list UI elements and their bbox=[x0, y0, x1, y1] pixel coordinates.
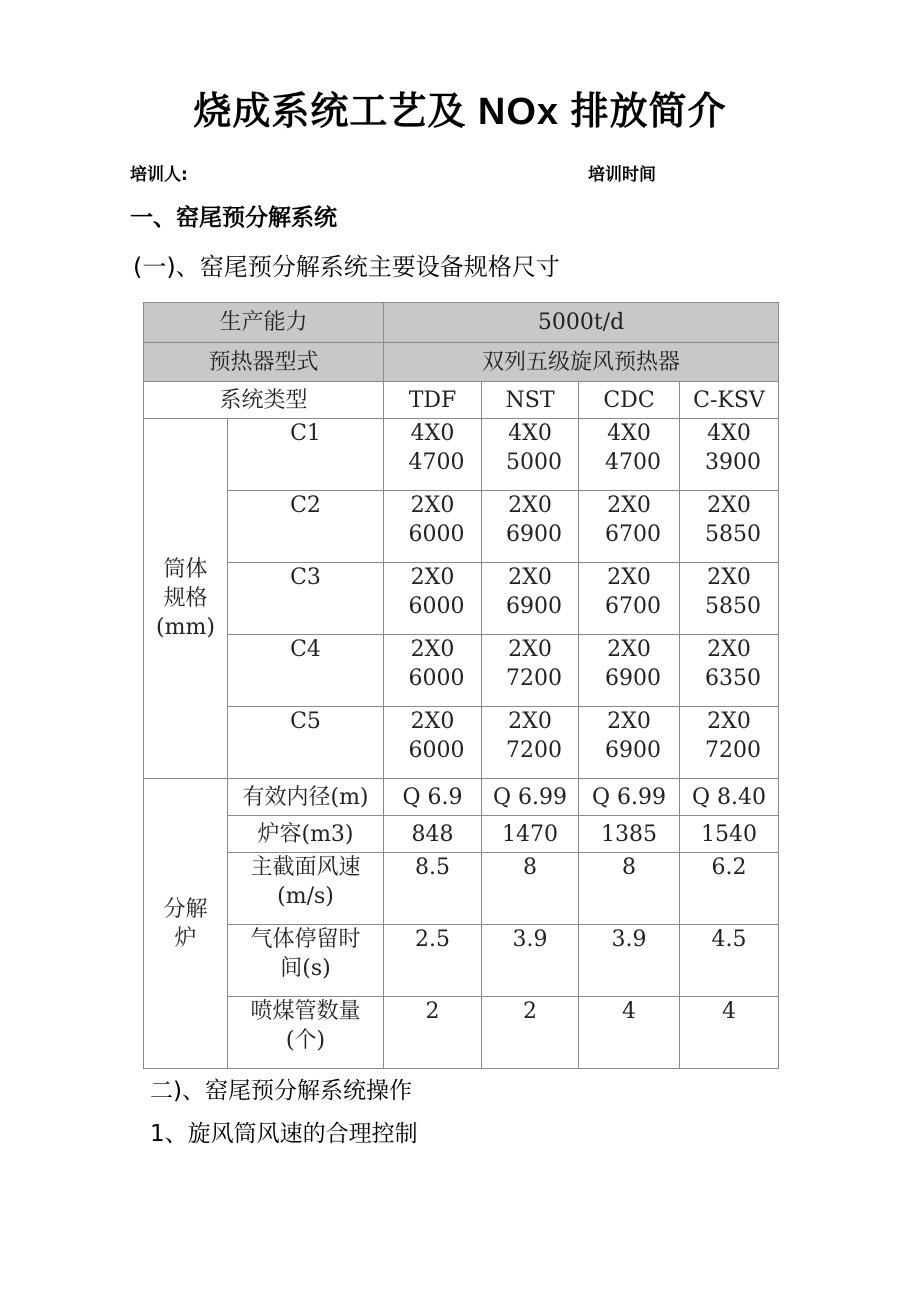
calciner-value: 2 bbox=[384, 997, 482, 1069]
calciner-value: 3.9 bbox=[579, 925, 680, 997]
calciner-row-label: 气体停留时 间(s) bbox=[228, 925, 384, 997]
table-row-c5 bbox=[144, 707, 779, 779]
section-heading-1-2-1: 1、旋风筒风速的合理控制 bbox=[150, 1121, 418, 1147]
table-row-c4 bbox=[144, 635, 779, 707]
cyclone-value: 4X0 4700 bbox=[384, 419, 482, 491]
table-row-residence-time bbox=[144, 925, 779, 997]
calciner-value: Q 6.99 bbox=[482, 779, 579, 816]
cyclone-value: 2X0 6000 bbox=[384, 491, 482, 563]
cyclone-value: 2X0 6000 bbox=[384, 707, 482, 779]
system-type-cksv: C-KSV bbox=[680, 382, 779, 419]
capacity-label: 生产能力 bbox=[144, 303, 384, 343]
system-type-tdf: TDF bbox=[384, 382, 482, 419]
table-row-c1 bbox=[144, 419, 779, 491]
cyclone-name: C5 bbox=[228, 707, 384, 779]
calciner-value: 6.2 bbox=[680, 853, 779, 925]
cyclone-value: 2X0 6350 bbox=[680, 635, 779, 707]
calciner-value: 8 bbox=[579, 853, 680, 925]
system-type-cdc: CDC bbox=[579, 382, 680, 419]
cyclone-value: 2X0 7200 bbox=[482, 635, 579, 707]
calciner-row-label: 炉容(m3) bbox=[228, 816, 384, 853]
cyclone-group-line-2: 规格 bbox=[163, 586, 208, 611]
cyclone-value: 2X0 6700 bbox=[579, 491, 680, 563]
section-heading-1-1: (一)、窑尾预分解系统主要设备规格尺寸 bbox=[133, 253, 560, 281]
calciner-value: 3.9 bbox=[482, 925, 579, 997]
cyclone-name: C3 bbox=[228, 563, 384, 635]
cyclone-value: 2X0 6700 bbox=[579, 563, 680, 635]
equipment-spec-table bbox=[143, 302, 779, 1069]
table-row-volume bbox=[144, 816, 779, 853]
table-row-air-velocity bbox=[144, 853, 779, 925]
calciner-group-line-2: 炉 bbox=[174, 925, 197, 951]
cyclone-value: 4X0 5000 bbox=[482, 419, 579, 491]
cyclone-group-line-1: 筒体 bbox=[163, 557, 208, 582]
cyclone-value: 4X0 4700 bbox=[579, 419, 680, 491]
calciner-value: Q 6.9 bbox=[384, 779, 482, 816]
cyclone-group-line-3: (mm) bbox=[156, 615, 215, 640]
calciner-value: 4 bbox=[680, 997, 779, 1069]
calciner-value: Q 8.40 bbox=[680, 779, 779, 816]
calciner-group-line-1: 分解 bbox=[163, 896, 208, 922]
calciner-row-label: 主截面风速 (m/s) bbox=[228, 853, 384, 925]
calciner-value: 8 bbox=[482, 853, 579, 925]
cyclone-value: 2X0 6900 bbox=[579, 635, 680, 707]
cyclone-value: 2X0 6000 bbox=[384, 563, 482, 635]
calciner-row-label: 有效内径(m) bbox=[228, 779, 384, 816]
cyclone-name: C4 bbox=[228, 635, 384, 707]
cyclone-value: 2X0 7200 bbox=[482, 707, 579, 779]
capacity-value: 5000t/d bbox=[384, 303, 779, 343]
section-heading-1: 一、窑尾预分解系统 bbox=[130, 205, 337, 231]
table-row-c3 bbox=[144, 563, 779, 635]
calciner-value: 8.5 bbox=[384, 853, 482, 925]
training-time-label: 培训时间 bbox=[588, 165, 656, 185]
calciner-group-label bbox=[144, 779, 228, 1069]
cyclone-value: 2X0 7200 bbox=[680, 707, 779, 779]
cyclone-value: 2X0 6900 bbox=[482, 563, 579, 635]
preheater-label: 预热器型式 bbox=[144, 343, 384, 382]
calciner-value: 1470 bbox=[482, 816, 579, 853]
table-row-c2 bbox=[144, 491, 779, 563]
calciner-value: Q 6.99 bbox=[579, 779, 680, 816]
section-heading-1-2: 二)、窑尾预分解系统操作 bbox=[150, 1078, 412, 1104]
cyclone-group-label bbox=[144, 419, 228, 779]
table-row-inner-diameter bbox=[144, 779, 779, 816]
calciner-value: 848 bbox=[384, 816, 482, 853]
calciner-value: 2.5 bbox=[384, 925, 482, 997]
cyclone-value: 2X0 6900 bbox=[482, 491, 579, 563]
cyclone-value: 2X0 6000 bbox=[384, 635, 482, 707]
preheater-value: 双列五级旋风预热器 bbox=[384, 343, 779, 382]
system-type-nst: NST bbox=[482, 382, 579, 419]
document-title: 烧成系统工艺及 NOx 排放简介 bbox=[193, 91, 727, 133]
calciner-value: 4.5 bbox=[680, 925, 779, 997]
calciner-value: 2 bbox=[482, 997, 579, 1069]
cyclone-value: 2X0 5850 bbox=[680, 491, 779, 563]
cyclone-name: C1 bbox=[228, 419, 384, 491]
cyclone-value: 2X0 6900 bbox=[579, 707, 680, 779]
table-row-burner-count bbox=[144, 997, 779, 1069]
calciner-value: 1540 bbox=[680, 816, 779, 853]
cyclone-value: 2X0 5850 bbox=[680, 563, 779, 635]
calciner-value: 4 bbox=[579, 997, 680, 1069]
trainer-label: 培训人: bbox=[130, 165, 188, 185]
system-type-label: 系统类型 bbox=[144, 382, 384, 419]
calciner-row-label: 喷煤管数量 (个) bbox=[228, 997, 384, 1069]
cyclone-name: C2 bbox=[228, 491, 384, 563]
cyclone-value: 4X0 3900 bbox=[680, 419, 779, 491]
calciner-value: 1385 bbox=[579, 816, 680, 853]
